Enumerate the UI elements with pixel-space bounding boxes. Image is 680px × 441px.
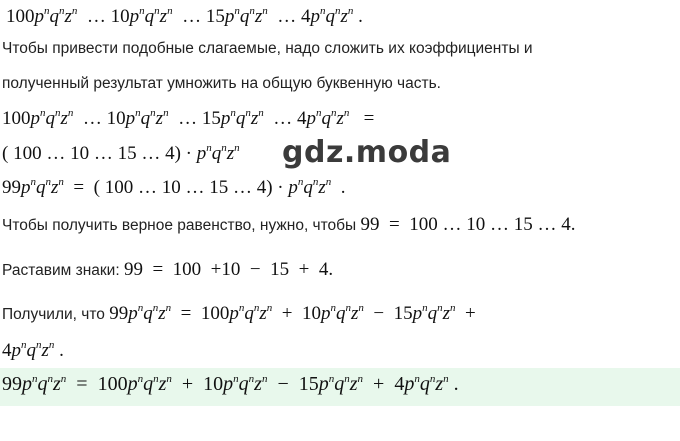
operator: + [181, 373, 194, 395]
coefficient: 10 [106, 108, 126, 129]
coefficient: 4 [300, 6, 311, 27]
condition-line: Чтобы получить верное равенство, нужно, чтобы 99 = 100 … 10 … 15 … 4. [2, 214, 576, 235]
coefficient: 10 [161, 177, 181, 198]
coefficient: 15 [270, 259, 290, 280]
coefficient: 100 [13, 143, 42, 164]
operator: + [281, 303, 293, 324]
coefficient: 10 [110, 6, 130, 27]
coefficient: 100 [104, 177, 134, 198]
coefficient: 10 [203, 373, 224, 395]
coefficient: 15 [393, 303, 413, 324]
operator: − [277, 373, 289, 395]
coefficient: 15 [513, 214, 533, 235]
final-answer: $99p^nq^nz^n = 100p^nq^nz^n + 10p^nq^nz^n - 15p^nq^nz^n + 4p^nq^nz^n$ . [2, 373, 459, 395]
coefficient: 4 [394, 373, 405, 395]
coefficient: 99 [123, 259, 143, 280]
coefficient: 15 [205, 6, 225, 27]
coefficient: 10 [301, 303, 321, 324]
coefficient: 15 [209, 177, 229, 198]
coefficient: 4 [318, 259, 329, 280]
coefficient: 100 [6, 6, 35, 27]
coefficient: 15 [298, 373, 319, 395]
expression-line-1: $100p^nq^nz^n$ … $10p^nq^nz^n$ … $15p^nq^nz^n$ … $4p^nq^nz^n$ . [6, 5, 363, 27]
coefficient: 4 [561, 214, 571, 235]
explanation-line-1: Чтобы привести подобные слагаемые, надо сложить их коэффициенты и [2, 40, 533, 57]
factored-line: ( 100 … 10 … 15 … $4) \cdot p^nq^nz^n$ [2, 142, 240, 164]
operator: = [76, 373, 88, 395]
operator: + [210, 259, 222, 280]
result-label: Получили, что [2, 306, 105, 323]
equation-line: $99p^nq^nz^n$ = ( 100 … 10 … 15 … $4) \cdot p^nq^nz^n$ . [2, 176, 346, 198]
coefficient: 100 [200, 303, 230, 324]
operator: + [464, 303, 476, 324]
signs-label: Раставим знаки: [2, 262, 120, 279]
coefficient: 10 [221, 259, 241, 280]
coefficient: 15 [201, 108, 221, 129]
coefficient: 4 [165, 143, 175, 164]
operator: + [373, 373, 385, 395]
operator: − [373, 303, 385, 324]
expression-line-2: $100p^nq^nz^n$ … $10p^nq^nz^n$ … $15p^nq^nz^n$ … $4p^nq^nz^n$ = [2, 107, 375, 129]
result-line: Получили, что $99p^nq^nz^n = 100p^nq^nz^n + 10p^nq^nz^n - 15p^nq^nz^n$ + [2, 302, 476, 324]
coefficient: 99 [109, 303, 129, 324]
operator: − [249, 259, 261, 280]
coefficient: 100 [172, 259, 202, 280]
coefficient: 4 [256, 177, 267, 198]
coefficient: 100 [409, 214, 438, 235]
condition-text: Чтобы получить верное равенство, нужно, чтобы [2, 217, 357, 234]
coefficient: 100 [97, 373, 128, 395]
result-line-continued: $4p^nq^nz^n$ . [2, 339, 64, 361]
coefficient: 99 [360, 214, 380, 235]
watermark-logo: gdz.moda [282, 135, 452, 170]
coefficient: 10 [70, 143, 90, 164]
coefficient: 15 [117, 143, 137, 164]
operator: = [180, 303, 192, 324]
coefficient: 99 [2, 373, 22, 395]
coefficient: 99 [2, 177, 21, 198]
coefficient: 100 [2, 108, 31, 129]
coefficient: 10 [466, 214, 486, 235]
operator: + [298, 259, 310, 280]
explanation-line-2: полученный результат умножить на общую буквенную часть. [2, 75, 441, 92]
signs-line: Раставим знаки: 99 = 100 +10 − 15 + 4. [2, 259, 334, 280]
coefficient: 4 [296, 108, 307, 129]
coefficient: 4 [2, 340, 12, 361]
